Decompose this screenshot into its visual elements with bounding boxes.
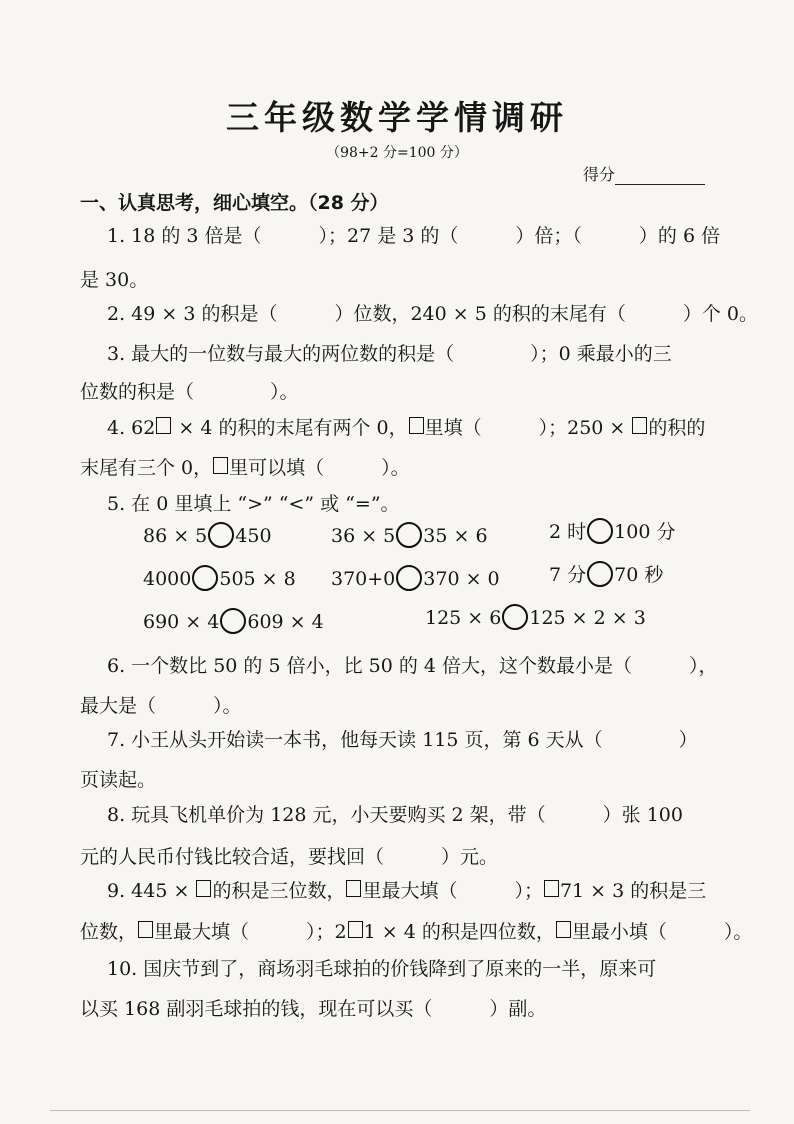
compare-item — [331, 522, 488, 550]
q9-text: 71 × 3 的积是三 — [559, 880, 707, 902]
answer-circle[interactable] — [208, 522, 234, 548]
compare-right: 70 秒 — [614, 564, 664, 586]
blank-box — [346, 880, 361, 897]
question-9-line-2 — [80, 918, 752, 946]
question-7-line-1: 7. 小王从头开始读一本书，他每天读 115 页，第 6 天从（ ） — [107, 729, 698, 751]
q9-text: 里最小填（ ）。 — [571, 921, 753, 943]
compare-left: 7 分 — [549, 564, 587, 586]
answer-circle[interactable] — [502, 604, 528, 630]
compare-item — [143, 608, 324, 636]
blank-box — [138, 921, 153, 938]
question-3-line-1: 3. 最大的一位数与最大的两位数的积是（ ）；0 乘最小的三 — [107, 343, 672, 365]
blank-box — [156, 417, 171, 434]
blank-box — [348, 921, 363, 938]
q4-text: 末尾有三个 0， — [80, 457, 213, 479]
question-2: 2. 49 × 3 的积是（ ）位数，240 × 5 的积的末尾有（ ）个 0。 — [107, 303, 758, 325]
answer-circle[interactable] — [220, 608, 246, 634]
question-1-line-1: 1. 18 的 3 倍是（ ）；27 是 3 的（ ）倍；（ ）的 6 倍 — [107, 225, 721, 247]
question-4-line-2 — [80, 454, 410, 482]
question-10-line-2: 以买 168 副羽毛球拍的钱，现在可以买（ ）副。 — [80, 998, 547, 1020]
compare-right: 100 分 — [614, 521, 676, 543]
compare-right: 35 × 6 — [423, 525, 488, 547]
compare-right: 609 × 4 — [247, 611, 324, 633]
q4-text: 里可以填（ ）。 — [229, 457, 410, 479]
compare-left: 36 × 5 — [331, 525, 396, 547]
compare-item — [331, 565, 500, 593]
compare-right: 370 × 0 — [423, 568, 500, 590]
compare-left: 125 × 6 — [425, 607, 502, 629]
q4-text: 里填（ ）；250 × — [424, 417, 632, 439]
question-9-line-1 — [107, 877, 706, 905]
compare-right: 505 × 8 — [219, 568, 296, 590]
page-edge-divider — [50, 1110, 750, 1111]
question-3-line-2: 位数的积是（ ）。 — [80, 381, 299, 403]
q9-text: 9. 445 × — [107, 880, 196, 902]
question-8-line-1: 8. 玩具飞机单价为 128 元，小天要购买 2 架，带（ ）张 100 — [107, 804, 683, 826]
q9-text: 里最大填（ ）； — [362, 880, 543, 902]
score-label: 得分 — [583, 165, 616, 184]
answer-circle[interactable] — [192, 565, 218, 591]
answer-circle[interactable] — [396, 565, 422, 591]
question-6-line-2: 最大是（ ）。 — [80, 695, 242, 717]
blank-box — [409, 417, 424, 434]
page-title: 三年级数学学情调研 — [226, 98, 568, 137]
compare-left: 2 时 — [549, 521, 587, 543]
question-10-line-1: 10. 国庆节到了，商场羽毛球拍的价钱降到了原来的一半，原来可 — [107, 958, 657, 980]
q4-text: 的积的 — [648, 417, 706, 439]
blank-box — [544, 880, 559, 897]
q4-text: 4. 62 — [107, 417, 156, 439]
blank-box — [556, 921, 571, 938]
blank-box — [632, 417, 647, 434]
score-blank[interactable] — [615, 170, 705, 185]
score-field — [583, 162, 705, 185]
compare-left: 86 × 5 — [143, 525, 208, 547]
question-4-line-1 — [107, 414, 705, 442]
q9-text: 1 × 4 的积是四位数， — [363, 921, 555, 943]
blank-box — [196, 880, 211, 897]
question-5: 5. 在 0 里填上 “>” “<” 或 “=”。 — [107, 493, 400, 515]
question-6-line-1: 6. 一个数比 50 的 5 倍小，比 50 的 4 倍大，这个数最小是（ ）， — [107, 655, 718, 677]
compare-left: 370+0 — [331, 568, 396, 590]
question-7-line-2: 页读起。 — [80, 769, 157, 791]
q9-text: 的积是三位数， — [212, 880, 346, 902]
q9-text: 位数， — [80, 921, 138, 943]
score-total: （98+2 分=100 分） — [326, 145, 468, 161]
compare-left: 690 × 4 — [143, 611, 220, 633]
section-heading: 一、认真思考，细心填空。（28 分） — [80, 192, 389, 214]
answer-circle[interactable] — [587, 561, 613, 587]
q9-text: 里最大填（ ）；2 — [154, 921, 347, 943]
compare-item — [425, 604, 646, 632]
compare-right: 450 — [235, 525, 272, 547]
answer-circle[interactable] — [587, 518, 613, 544]
compare-item — [143, 565, 296, 593]
blank-box — [213, 457, 228, 474]
compare-left: 4000 — [143, 568, 192, 590]
compare-item — [549, 561, 663, 589]
question-8-line-2: 元的人民币付钱比较合适，要找回（ ）元。 — [80, 846, 499, 868]
question-1-line-2: 是 30。 — [80, 269, 149, 291]
q4-text: × 4 的积的末尾有两个 0， — [172, 417, 408, 439]
compare-item — [549, 518, 675, 546]
compare-right: 125 × 2 × 3 — [529, 607, 646, 629]
compare-item — [143, 522, 272, 550]
answer-circle[interactable] — [396, 522, 422, 548]
